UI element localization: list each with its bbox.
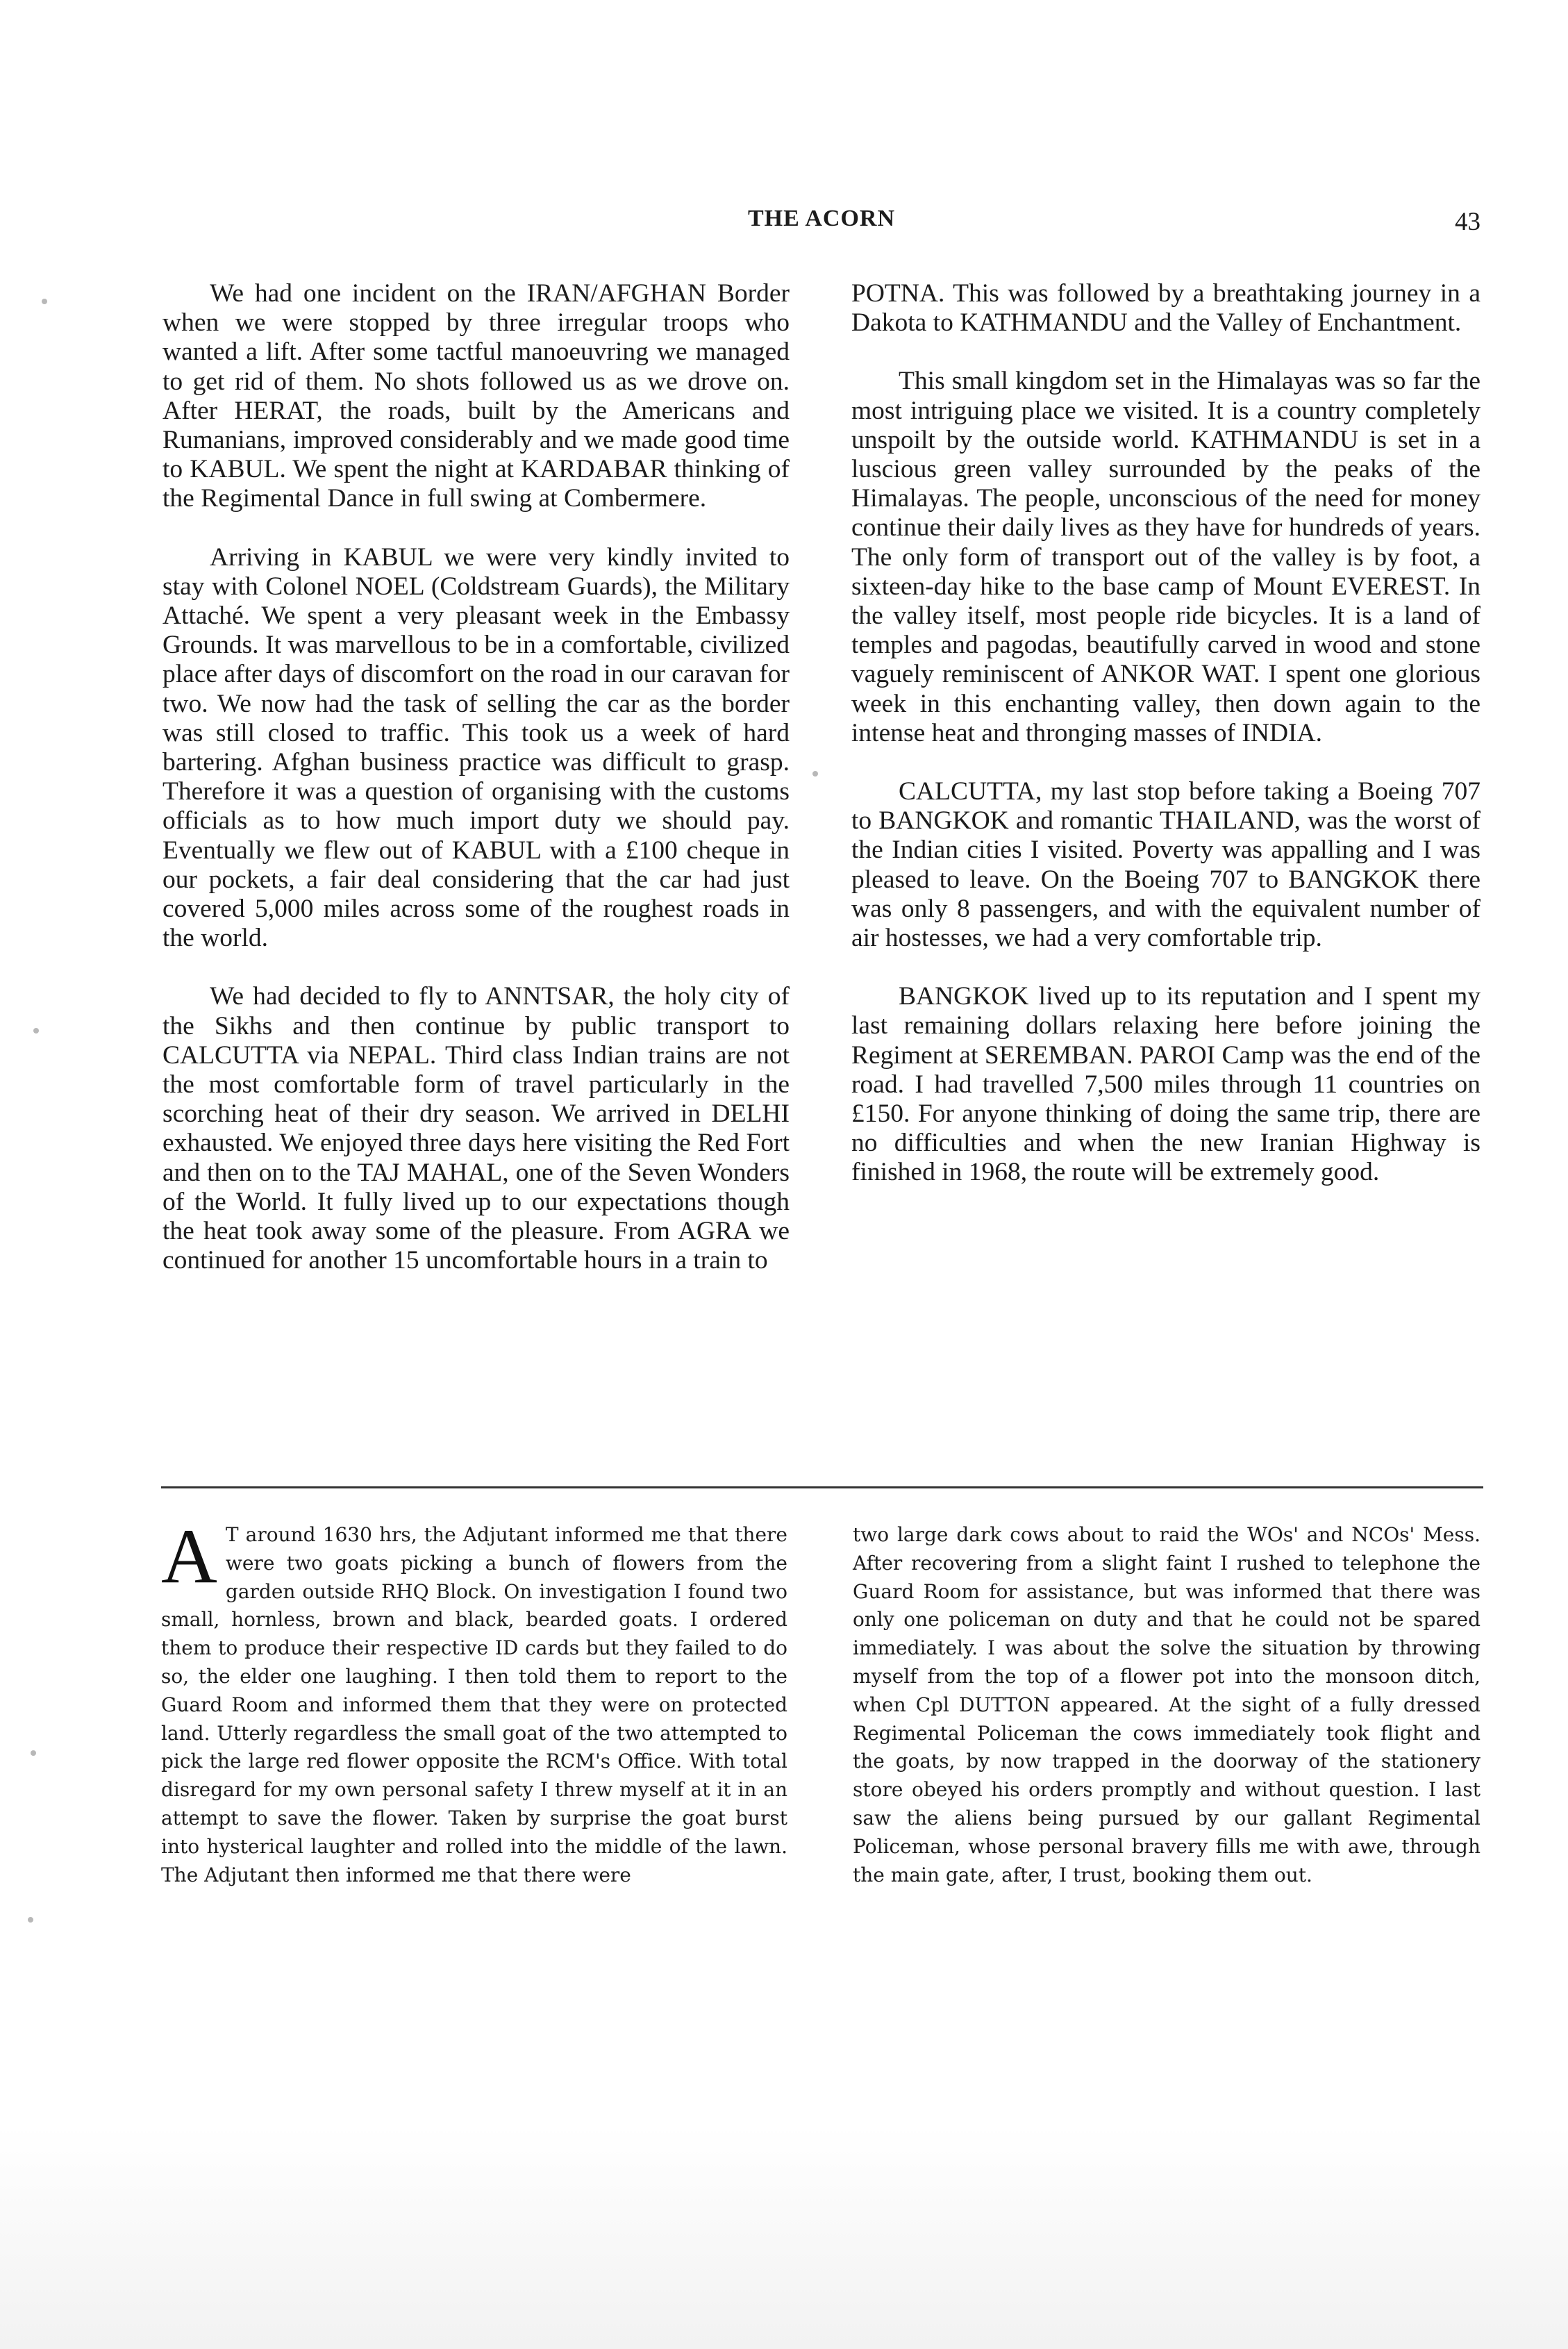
page-number: 43 [1455, 208, 1481, 236]
scan-speck [33, 1028, 39, 1034]
paragraph: We had one incident on the IRAN/AFGHAN Border when we were stopped by three irregular troops who wanted a lift. After some tactful manoeuvring we managed to get rid of them. No shots followed us as we drove on. After HERAT, the roads, built by the Americans and Rumanians, improved considerably and we made good time to KABUL. We spent the night at KARDABAR thinking of the Regimental Dance in full swing at Combermere. [162, 279, 790, 513]
journal-title: THE ACORN [747, 206, 896, 231]
anecdote-text-continued: two large dark cows about to raid the WOs' and NCOs' Mess. After recovering from a slight faint I rushed to telephone the Guard Room for assistance, but was informed that there was only one policeman on duty and that he could not be spared immediately. I was about the solve the situation by throwing myself from the top of a flower pot into the monsoon ditch, when Cpl DUTTON appeared. At the sight of a fully dressed Regimental Policeman the cows immediately took flight and the goats, by now trapped in the doorway of the stationery store obeyed his orders promptly and without question. I last saw the aliens being pursued by our gallant Regimental Policeman, whose personal bravery fills me with awe, through the main gate, after, I trust, booking them out. [853, 1523, 1481, 1886]
article-column-left [162, 279, 790, 1305]
page-bottom-shading [0, 2125, 1568, 2349]
scan-speck [42, 299, 47, 304]
article-column-right [851, 279, 1481, 1217]
section-divider [161, 1486, 1483, 1488]
paragraph: This small kingdom set in the Himalayas was so far the most intriguing place we visited. It is a country completely unspoilt by the outside world. KATHMANDU is set in a luscious green valley surrounded by the peaks of the Himalayas. The people, unconscious of the need for money continue their daily lives as they have for hundreds of years. The only form of transport out of the valley is by foot, a sixteen-day hike to the base camp of Mount EVEREST. In the valley itself, most people ride bicycles. It is a land of temples and pagodas, beautifully carved in wood and stone vaguely reminiscent of ANKOR WAT. I spent one glorious week in this enchanting valley, then down again to the intense heat and thronging masses of INDIA. [851, 367, 1481, 747]
paragraph: Arriving in KABUL we were very kindly invited to stay with Colonel NOEL (Coldstream Guards), the Military Attaché. We spent a very pleasant week in the Embassy Grounds. It was marvellous to be in a comfortable, civilized place after days of discomfort on the road in our caravan for two. We now had the task of selling the car as the border was still closed to traffic. This took us a week of hard bartering. Afghan business practice was difficult to grasp. Therefore it was a question of organising with the customs officials as to how much import duty we should pay. Eventually we flew out of KABUL with a £100 cheque in our pockets, a fair deal considering that the car had just covered 5,000 miles across some of the roughest roads in the world. [162, 542, 790, 953]
paragraph-continued: POTNA. This was followed by a breathtaking journey in a Dakota to KATHMANDU and the Valley of Enchantment. [851, 279, 1481, 338]
anecdote-column-right [853, 1521, 1481, 1889]
running-header [162, 206, 1481, 240]
anecdote-column-left [161, 1513, 787, 1889]
drop-cap: A [161, 1513, 217, 1600]
anecdote-text: T around 1630 hrs, the Adjutant informed me that there were two goats picking a bunch of flowers from the garden outside RHQ Block. On investigation I found two small, hornless, brown and black, bearded goats. I ordered them to produce their respective ID cards but they failed to do so, the elder one laughing. I then told them to report to the Guard Room and informed them that they were on protected land. Utterly regardless the small goat of the two attempted to pick the large red flower opposite the RCM's Office. With total disregard for my own personal safety I threw myself at it in an attempt to save the flower. Taken by surprise the goat burst into hysterical laughter and rolled into the middle of the lawn. The Adjutant then informed me that there were [161, 1523, 787, 1886]
paragraph: We had decided to fly to ANNTSAR, the holy city of the Sikhs and then continue by public transport to CALCUTTA via NEPAL. Third class Indian trains are not the most comfortable form of travel particularly in the scorching heat of their dry season. We arrived in DELHI exhausted. We enjoyed three days here visiting the Red Fort and then on to the TAJ MAHAL, one of the Seven Wonders of the World. It fully lived up to our expectations though the heat took away some of the pleasure. From AGRA we continued for another 15 uncomfortable hours in a train to [162, 982, 790, 1275]
paragraph: CALCUTTA, my last stop before taking a Boeing 707 to BANGKOK and romantic THAILAND, was the worst of the Indian cities I visited. Poverty was appalling and I was pleased to leave. On the Boeing 707 to BANGKOK there was only 8 passengers, and with the equivalent number of air hostesses, we had a very comfortable trip. [851, 777, 1481, 953]
paragraph: BANGKOK lived up to its reputation and I spent my last remaining dollars relaxing here before joining the Regiment at SEREMBAN. PAROI Camp was the end of the road. I had travelled 7,500 miles through 11 countries on £150. For anyone thinking of doing the same trip, there are no difficulties and when the new Iranian Highway is finished in 1968, the route will be extremely good. [851, 982, 1481, 1187]
scan-speck [28, 1917, 33, 1923]
scan-speck [31, 1750, 36, 1756]
scan-speck [812, 771, 818, 777]
